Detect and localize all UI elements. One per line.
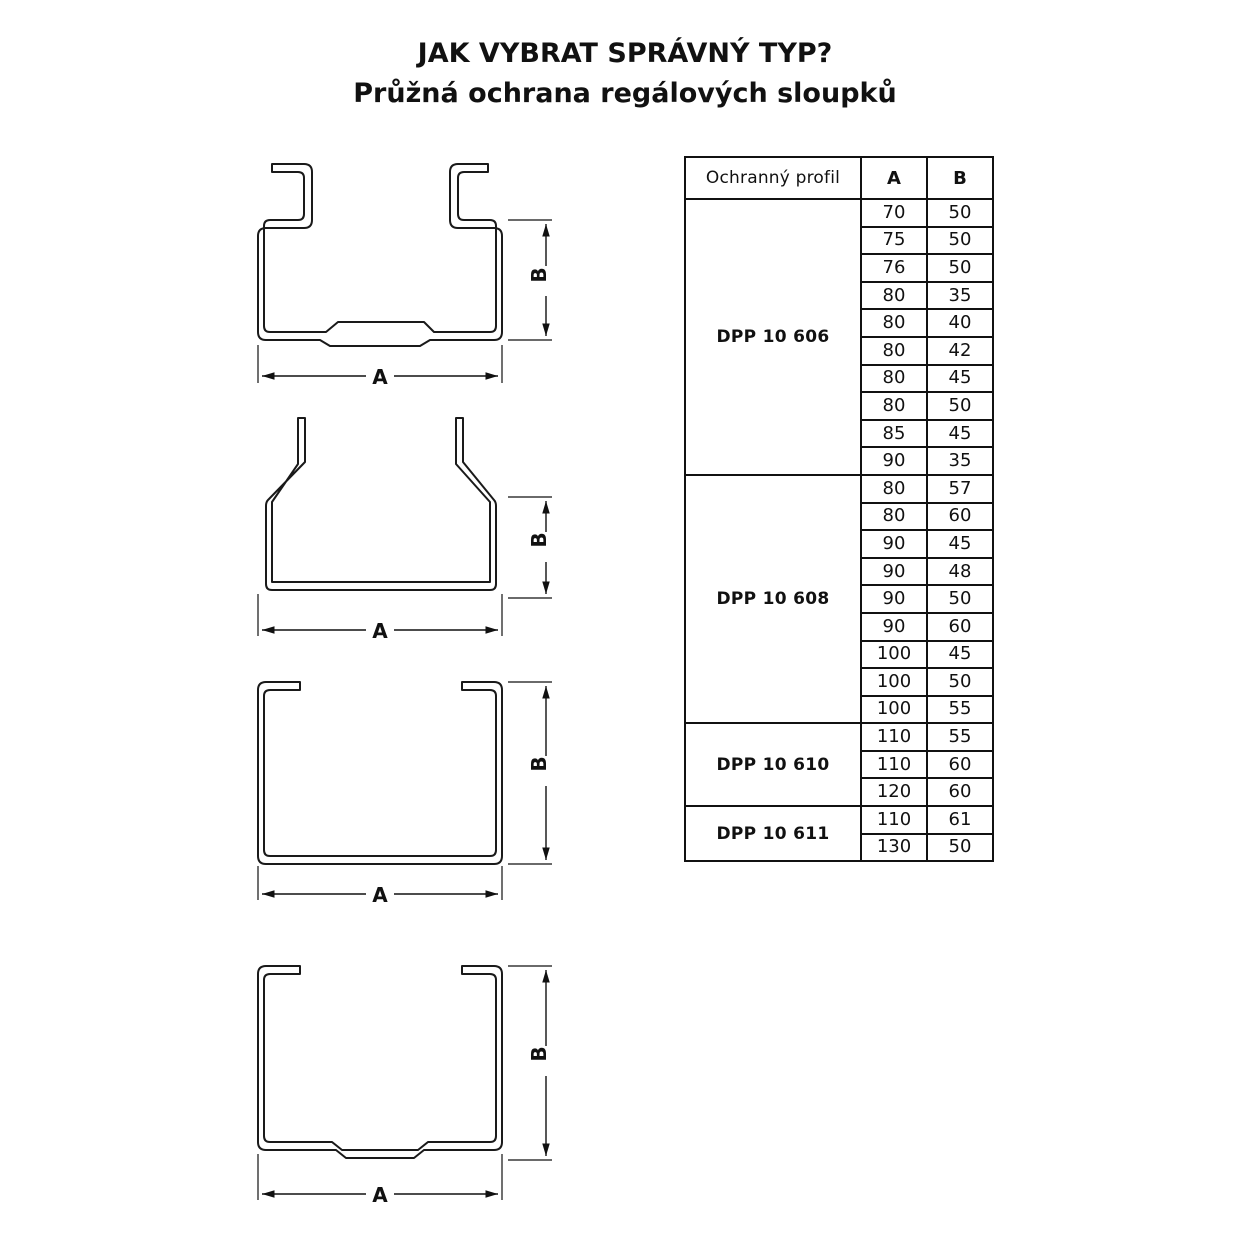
dimension-b-cell: 60 xyxy=(927,751,993,779)
dimension-b-cell: 50 xyxy=(927,199,993,227)
profile-outline xyxy=(258,164,502,346)
dimension-b-cell: 45 xyxy=(927,420,993,448)
dimension-b-cell: 50 xyxy=(927,834,993,862)
dimension-b-cell: 50 xyxy=(927,392,993,420)
dimension-a-cell: 80 xyxy=(861,309,927,337)
dimension-label-a: A xyxy=(372,619,388,643)
profile-name-cell: DPP 10 610 xyxy=(685,723,861,806)
profile-outline xyxy=(258,966,502,1158)
dimension-a-cell: 80 xyxy=(861,365,927,393)
dimension-a-cell: 130 xyxy=(861,834,927,862)
dimension-b-cell: 60 xyxy=(927,778,993,806)
dimension-a-cell: 100 xyxy=(861,668,927,696)
table-row xyxy=(685,475,993,503)
table-header-row xyxy=(685,157,993,199)
profile-drawings xyxy=(0,0,620,1250)
profile-drawing-dpp-10-606 xyxy=(258,164,552,389)
dimension-b-cell: 35 xyxy=(927,282,993,310)
dimension-b-cell: 57 xyxy=(927,475,993,503)
dimension-a-cell: 75 xyxy=(861,227,927,255)
dimension-a-cell: 90 xyxy=(861,558,927,586)
page-subtitle: Průžná ochrana regálových sloupků xyxy=(353,78,897,109)
dimension-a-cell: 100 xyxy=(861,641,927,669)
dimension-b-cell: 45 xyxy=(927,641,993,669)
dimension-a-cell: 110 xyxy=(861,806,927,834)
dimension-a-cell: 90 xyxy=(861,447,927,475)
dimension-label-a: A xyxy=(372,1183,388,1207)
dimension-label-b: B xyxy=(527,756,551,772)
dimension-a-cell: 80 xyxy=(861,392,927,420)
dimension-b-cell: 48 xyxy=(927,558,993,586)
profile-outline xyxy=(266,418,496,590)
dimension-b-cell: 45 xyxy=(927,365,993,393)
dimension-a-cell: 90 xyxy=(861,613,927,641)
dimension-a-cell: 110 xyxy=(861,723,927,751)
dimension-b-cell: 45 xyxy=(927,530,993,558)
profile-spec-table xyxy=(684,156,994,862)
dimension-label-b: B xyxy=(527,267,551,283)
dimension-b-cell: 55 xyxy=(927,723,993,751)
profile-name-cell: DPP 10 608 xyxy=(685,475,861,723)
dimension-a-cell: 70 xyxy=(861,199,927,227)
dimension-label-b: B xyxy=(527,1046,551,1062)
dimension-b-cell: 60 xyxy=(927,613,993,641)
dimension-b-cell: 60 xyxy=(927,503,993,531)
dimension-label-a: A xyxy=(372,883,388,907)
profile-drawing-dpp-10-611 xyxy=(258,966,552,1207)
profile-name-cell: DPP 10 606 xyxy=(685,199,861,475)
page-title: JAK VYBRAT SPRÁVNÝ TYP? xyxy=(417,38,833,69)
profile-drawing-dpp-10-608 xyxy=(258,418,552,643)
dimension-b-cell: 35 xyxy=(927,447,993,475)
dimension-b-cell: 50 xyxy=(927,227,993,255)
dimension-a-cell: 76 xyxy=(861,254,927,282)
dimension-a-cell: 90 xyxy=(861,530,927,558)
dimension-b-cell: 50 xyxy=(927,585,993,613)
dimension-b-cell: 40 xyxy=(927,309,993,337)
column-header-b: B xyxy=(927,157,993,199)
dimension-a-cell: 80 xyxy=(861,337,927,365)
dimension-a-cell: 80 xyxy=(861,282,927,310)
dimension-a-cell: 90 xyxy=(861,585,927,613)
dimension-a-cell: 80 xyxy=(861,503,927,531)
dimension-a-cell: 120 xyxy=(861,778,927,806)
dimension-b-cell: 55 xyxy=(927,696,993,724)
profile-drawing-dpp-10-610 xyxy=(258,682,552,907)
table-row xyxy=(685,723,993,751)
dimension-a-cell: 80 xyxy=(861,475,927,503)
profile-outline xyxy=(258,682,502,864)
table-row xyxy=(685,199,993,227)
table-row xyxy=(685,806,993,834)
dimension-b-cell: 42 xyxy=(927,337,993,365)
dimension-label-a: A xyxy=(372,365,388,389)
column-header-profile: Ochranný profil xyxy=(685,157,861,199)
dimension-label-b: B xyxy=(527,532,551,548)
dimension-b-cell: 61 xyxy=(927,806,993,834)
profile-name-cell: DPP 10 611 xyxy=(685,806,861,861)
dimension-b-cell: 50 xyxy=(927,668,993,696)
dimension-b-cell: 50 xyxy=(927,254,993,282)
dimension-a-cell: 85 xyxy=(861,420,927,448)
table-body xyxy=(685,199,993,861)
dimension-a-cell: 100 xyxy=(861,696,927,724)
column-header-a: A xyxy=(861,157,927,199)
dimension-a-cell: 110 xyxy=(861,751,927,779)
